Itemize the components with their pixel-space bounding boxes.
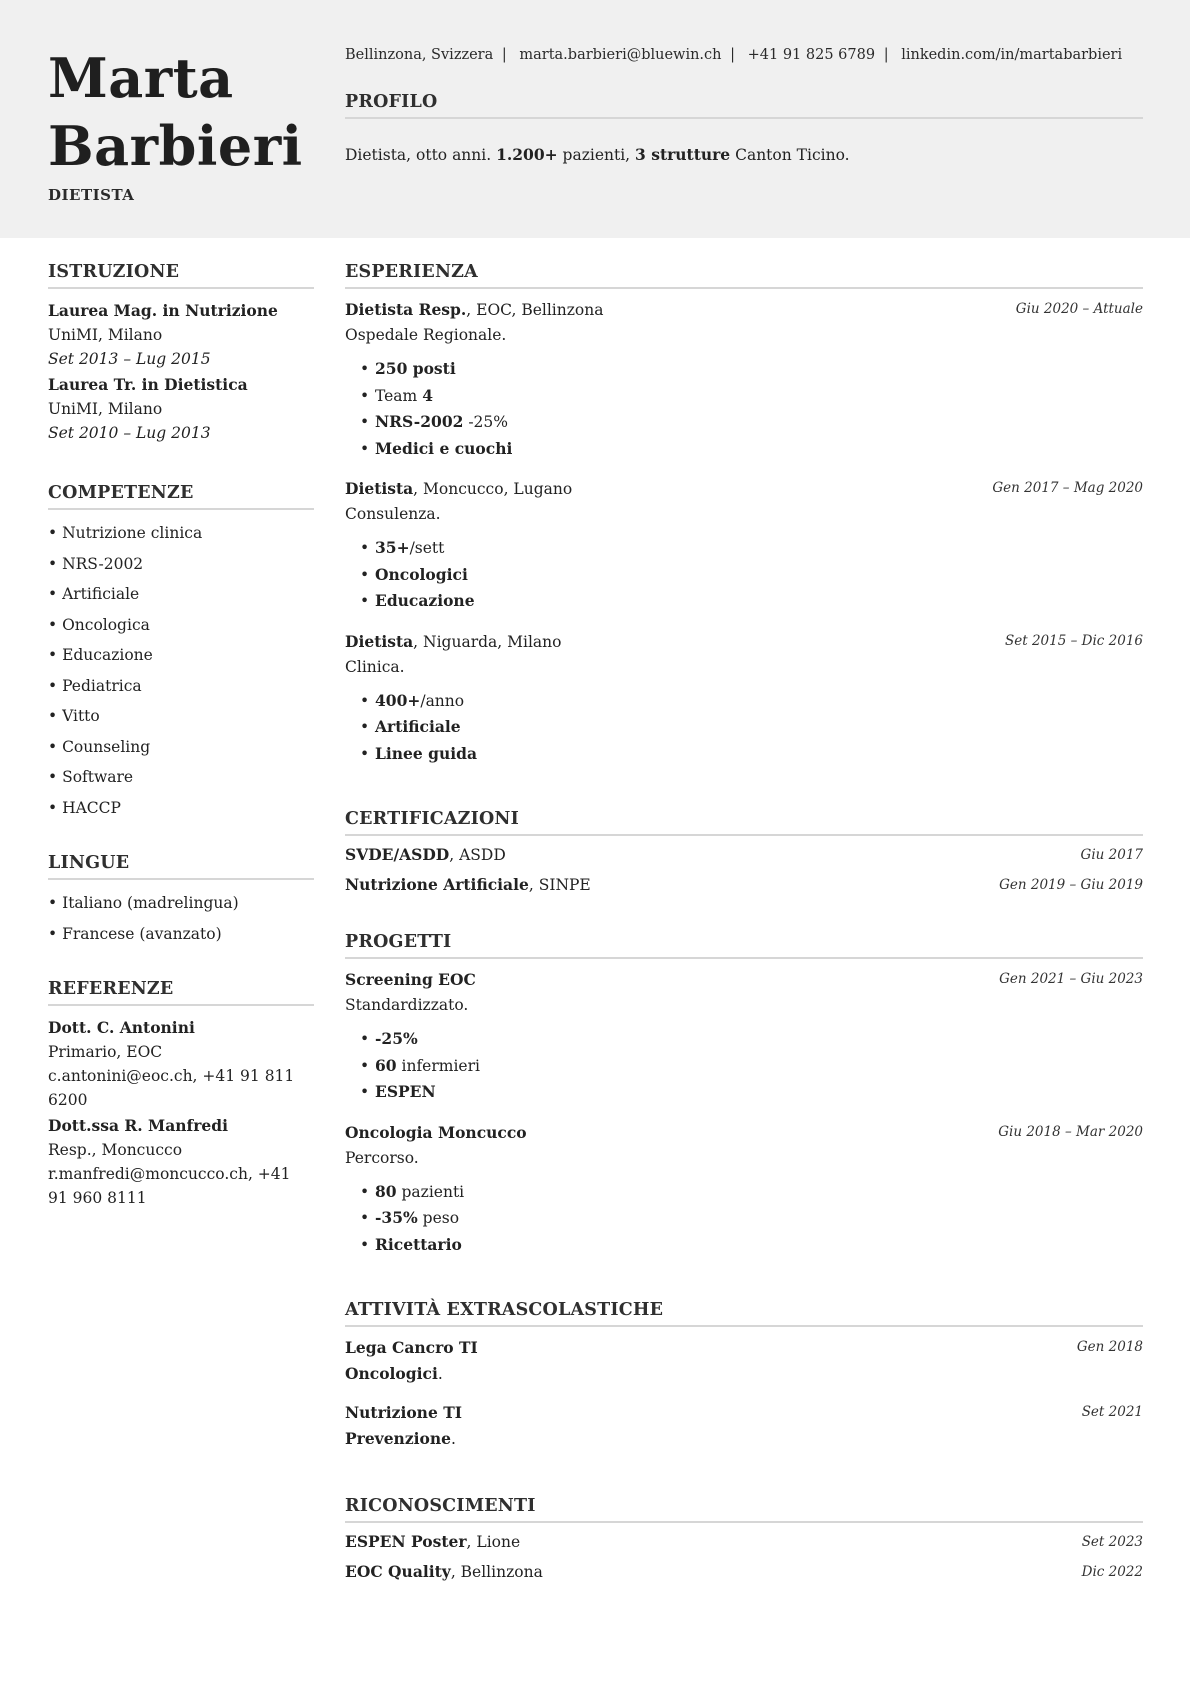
bullet-item — [375, 588, 1143, 615]
bullet-bold: 400+ — [375, 690, 421, 710]
bullet-text: /anno — [420, 691, 465, 710]
candidate-name — [48, 44, 303, 180]
skill-item: • Oncologica — [48, 615, 150, 634]
activity-date: Gen 2018 — [1076, 1339, 1143, 1355]
skill-item: • Artificiale — [48, 585, 140, 603]
contact-location: Bellinzona, Svizzera — [345, 47, 494, 63]
experience-section — [345, 262, 1143, 767]
activity-item — [345, 1400, 1143, 1452]
profile-text-3: Canton Ticino. — [730, 146, 850, 164]
cert-org: , SINPE — [528, 876, 591, 894]
contact-line — [345, 47, 1122, 63]
bullet-text: peso — [417, 1209, 460, 1227]
languages-section — [48, 853, 314, 949]
section-title-languages: LINGUE — [48, 853, 314, 880]
projects-section — [345, 932, 1143, 1258]
bullet-item — [375, 436, 1143, 463]
bullet-text: pazienti — [396, 1182, 465, 1201]
profile-highlight-structures: 3 strutture — [635, 145, 731, 164]
job-bullets — [375, 356, 1143, 462]
cert-name: Nutrizione Artificiale — [345, 875, 529, 894]
education-item — [48, 299, 314, 371]
reference-contact: r.manfredi@moncucco.ch, +41 91 960 8111 — [48, 1165, 291, 1207]
bullet-item — [375, 1026, 1143, 1053]
last-name: Barbieri — [48, 114, 303, 178]
right-column — [345, 262, 1143, 1587]
skill-item: • Educazione — [48, 646, 153, 664]
job-org: , EOC, Bellinzona — [466, 301, 604, 319]
job-date: Giu 2020 – Attuale — [1015, 301, 1143, 317]
school: UniMI, Milano — [48, 400, 163, 418]
first-name: Marta — [48, 46, 234, 110]
separator: | — [883, 47, 889, 63]
skill-item: • Pediatrica — [48, 676, 142, 695]
reference-item — [48, 1114, 314, 1210]
activity-desc-punct: . — [437, 1365, 443, 1383]
bullet-item — [375, 356, 1143, 383]
project-bullets — [375, 1026, 1143, 1106]
activity-desc-punct: . — [450, 1430, 456, 1448]
bullet-item — [375, 1079, 1143, 1106]
skill-item: • Counseling — [48, 737, 151, 756]
section-title-education: ISTRUZIONE — [48, 262, 314, 289]
activity-date: Set 2021 — [1081, 1404, 1143, 1420]
project-name: Screening EOC — [345, 970, 476, 989]
section-title-references: REFERENZE — [48, 979, 314, 1006]
bullet-bold: -25% — [375, 1029, 418, 1048]
award-place: , Bellinzona — [450, 1563, 543, 1581]
bullet-bold: 250 posti — [375, 359, 456, 378]
bullet-bold: 4 — [422, 385, 433, 405]
bullet-item — [375, 688, 1143, 715]
bullet-bold: 35+ — [375, 538, 410, 557]
job-role: Dietista Resp. — [345, 300, 467, 319]
bullet-bold: Ricettario — [375, 1234, 462, 1254]
bullet-item — [375, 535, 1143, 562]
bullet-bold: ESPEN — [375, 1082, 436, 1101]
certifications-section — [345, 809, 1143, 900]
cert-name: SVDE/ASDD — [345, 845, 450, 864]
bullet-item — [375, 741, 1143, 768]
activity-desc: Prevenzione — [345, 1429, 451, 1448]
contact-linkedin[interactable]: linkedin.com/in/martabarbieri — [901, 47, 1123, 63]
reference-item — [48, 1016, 314, 1112]
section-title-activities: ATTIVITÀ EXTRASCOLASTICHE — [345, 1300, 1143, 1327]
job-date: Gen 2017 – Mag 2020 — [992, 480, 1143, 496]
project-item — [345, 1120, 1143, 1259]
language-item: • Italiano (madrelingua) — [48, 894, 239, 912]
project-date: Giu 2018 – Mar 2020 — [998, 1123, 1143, 1140]
job-role: Dietista — [345, 479, 414, 498]
activity-desc: Oncologici — [345, 1364, 438, 1383]
bullet-text: Team — [375, 386, 423, 405]
bullet-bold: NRS-2002 — [375, 412, 464, 431]
skill-item: • NRS-2002 — [48, 554, 144, 573]
bullet-bold: -35% — [375, 1208, 418, 1227]
profile-highlight-patients: 1.200+ — [496, 145, 558, 164]
language-item: • Francese (avanzato) — [48, 924, 222, 943]
bullet-bold: Artificiale — [375, 717, 461, 736]
section-title-certifications: CERTIFICAZIONI — [345, 809, 1143, 836]
reference-role: Primario, EOC — [48, 1043, 163, 1061]
profile-text-1: Dietista, otto anni. — [345, 146, 497, 164]
bullet-item — [375, 714, 1143, 741]
awards-section — [345, 1496, 1143, 1587]
languages-list — [48, 888, 314, 949]
section-title-experience: ESPERIENZA — [345, 262, 1143, 289]
job-org: , Niguarda, Milano — [413, 632, 562, 651]
skill-item: • HACCP — [48, 798, 121, 817]
project-bullets — [375, 1179, 1143, 1259]
award-item — [345, 1557, 1143, 1587]
certification-item — [345, 840, 1143, 870]
cert-date: Giu 2017 — [1080, 847, 1143, 863]
job-bullets — [375, 688, 1143, 768]
separator: | — [730, 47, 736, 63]
reference-name: Dott.ssa R. Manfredi — [48, 1116, 228, 1135]
job-role: Dietista — [345, 631, 414, 651]
project-desc: Standardizzato. — [345, 996, 469, 1014]
job-desc: Ospedale Regionale. — [345, 326, 507, 344]
degree: Laurea Mag. in Nutrizione — [48, 301, 278, 320]
bullet-item — [375, 1179, 1143, 1206]
section-title-skills: COMPETENZE — [48, 483, 314, 510]
degree: Laurea Tr. in Dietistica — [48, 375, 248, 394]
experience-item — [345, 297, 1143, 462]
job-org: , Moncucco, Lugano — [413, 480, 573, 498]
award-name: ESPEN Poster — [345, 1532, 467, 1551]
award-date: Dic 2022 — [1081, 1564, 1143, 1580]
bullet-bold: Oncologici — [375, 564, 468, 584]
education-section — [48, 262, 314, 445]
left-column — [48, 262, 314, 1210]
job-bullets — [375, 535, 1143, 615]
contact-email[interactable]: marta.barbieri@bluewin.ch — [519, 47, 722, 63]
bullet-bold: Linee guida — [375, 743, 478, 763]
section-title-projects: PROGETTI — [345, 932, 1143, 959]
project-desc: Percorso. — [345, 1148, 419, 1167]
award-place: , Lione — [466, 1533, 521, 1551]
reference-name: Dott. C. Antonini — [48, 1018, 195, 1037]
project-item — [345, 967, 1143, 1106]
award-date: Set 2023 — [1081, 1534, 1143, 1550]
bullet-item — [375, 409, 1143, 436]
bullet-item — [375, 1232, 1143, 1259]
job-desc: Consulenza. — [345, 505, 441, 523]
skills-list — [48, 518, 314, 823]
bullet-text: -25% — [463, 413, 509, 431]
education-date: Set 2013 – Lug 2015 — [48, 350, 211, 368]
skill-item: • Software — [48, 768, 134, 786]
skill-item: • Vitto — [48, 707, 100, 725]
education-date: Set 2010 – Lug 2013 — [48, 424, 211, 442]
bullet-bold: 60 — [375, 1055, 397, 1075]
activities-section — [345, 1300, 1143, 1452]
bullet-item — [375, 562, 1143, 589]
bullet-item — [375, 1053, 1143, 1080]
project-date: Gen 2021 – Giu 2023 — [999, 971, 1143, 987]
education-item — [48, 373, 314, 445]
job-date: Set 2015 – Dic 2016 — [1005, 632, 1143, 649]
bullet-bold: Medici e cuochi — [375, 438, 513, 458]
bullet-item — [375, 1205, 1143, 1232]
award-item — [345, 1527, 1143, 1557]
section-title-profile: PROFILO — [345, 92, 1143, 119]
section-title-awards: RICONOSCIMENTI — [345, 1496, 1143, 1523]
activity-name: Nutrizione TI — [345, 1403, 462, 1422]
profile-summary — [345, 145, 850, 164]
references-section — [48, 979, 314, 1210]
bullet-bold: Educazione — [375, 591, 475, 610]
activity-name: Lega Cancro TI — [345, 1338, 478, 1357]
profile-text-2: pazienti, — [557, 146, 636, 164]
bullet-item — [375, 383, 1143, 410]
school: UniMI, Milano — [48, 326, 163, 344]
job-desc: Clinica. — [345, 657, 405, 676]
contact-phone[interactable]: +41 91 825 6789 — [747, 47, 876, 63]
bullet-text: /sett — [409, 539, 445, 557]
cert-date: Gen 2019 – Giu 2019 — [999, 877, 1143, 893]
experience-item — [345, 476, 1143, 615]
skills-section — [48, 483, 314, 823]
certification-item — [345, 870, 1143, 900]
skill-item: • Nutrizione clinica — [48, 524, 203, 542]
activity-item — [345, 1335, 1143, 1387]
project-name: Oncologia Moncucco — [345, 1122, 527, 1142]
experience-item — [345, 629, 1143, 768]
cert-org: , ASDD — [449, 846, 506, 864]
bullet-bold: 80 — [375, 1181, 397, 1201]
job-title: DIETISTA — [48, 186, 135, 204]
separator: | — [501, 47, 507, 63]
award-name: EOC Quality — [345, 1562, 451, 1581]
bullet-text: infermieri — [396, 1056, 480, 1075]
resume-header — [0, 0, 1190, 238]
reference-role: Resp., Moncucco — [48, 1141, 183, 1159]
reference-contact: c.antonini@eoc.ch, +41 91 811 6200 — [48, 1067, 295, 1109]
